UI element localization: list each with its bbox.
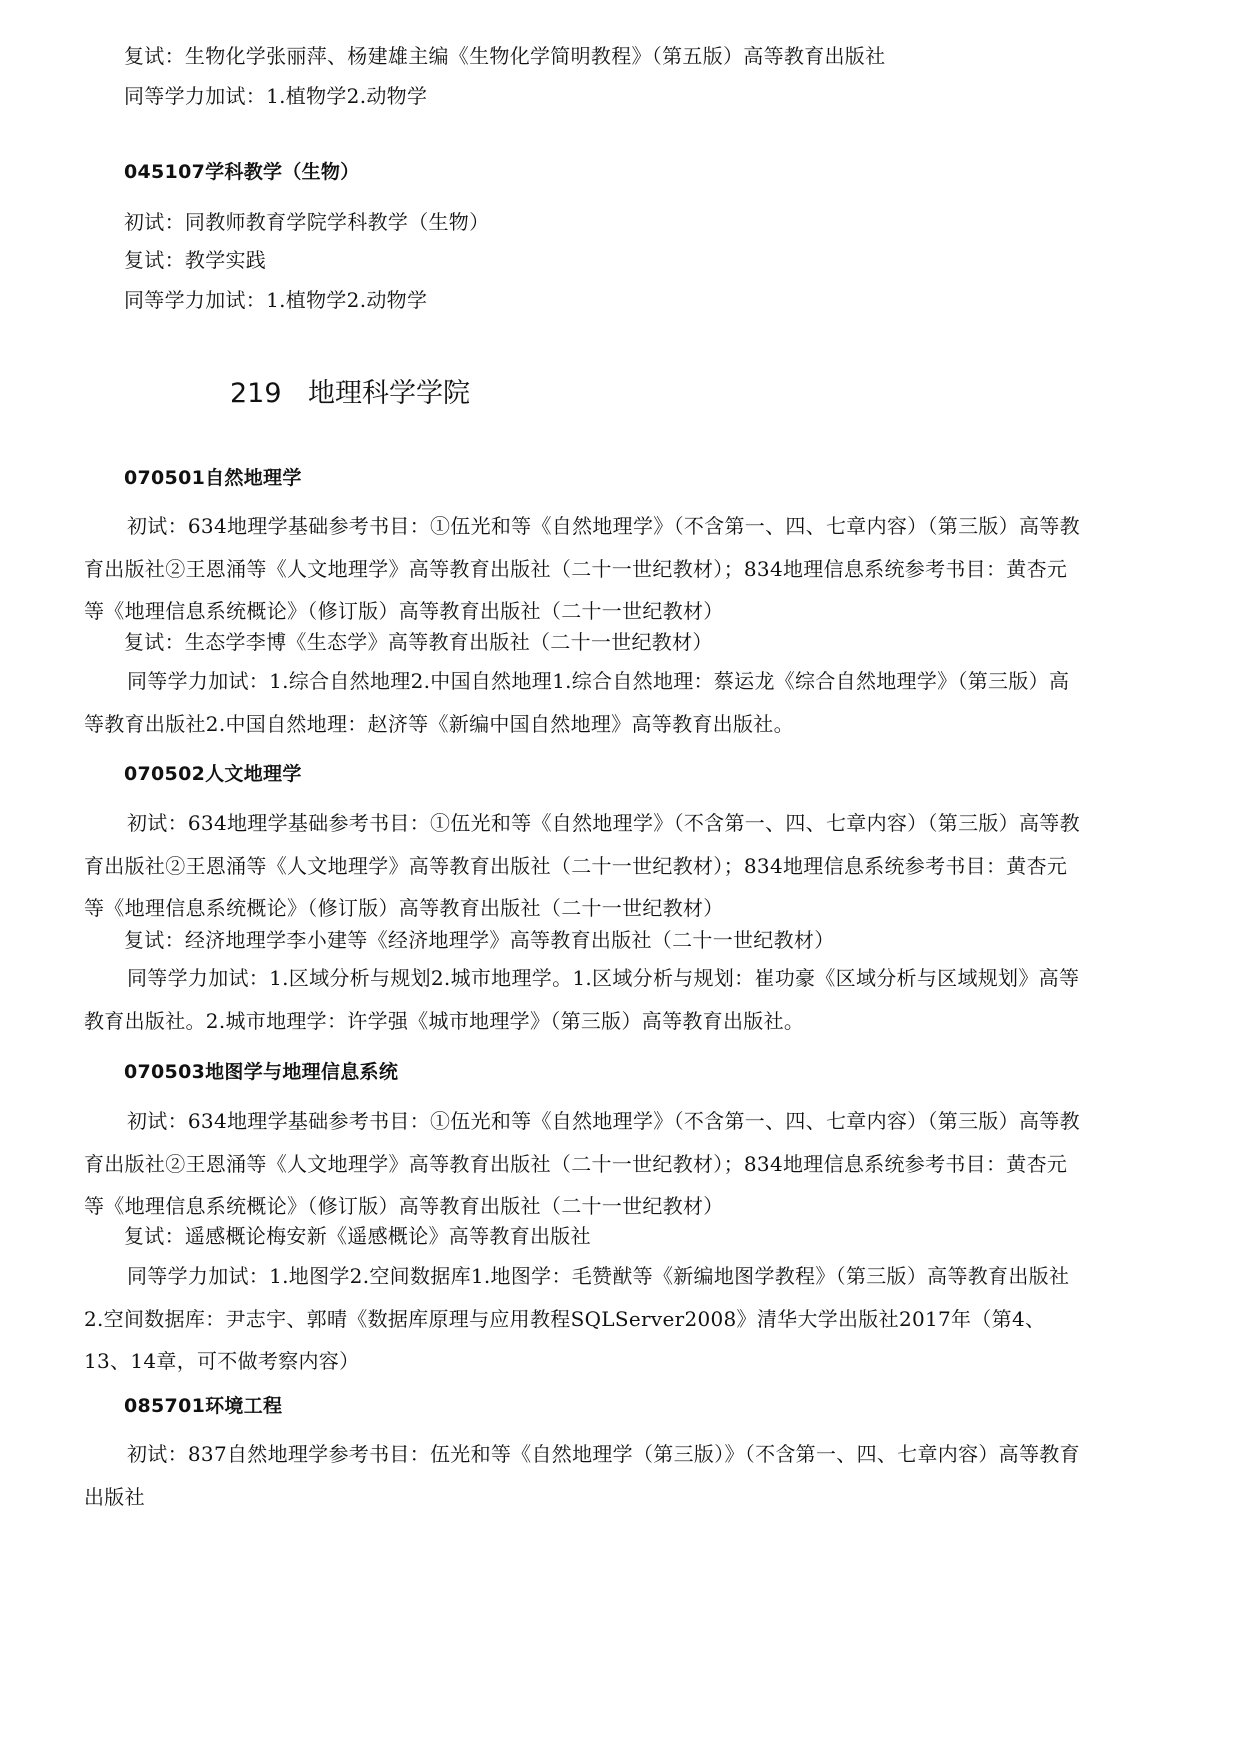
program-fushi-070502: 复试：经济地理学李小建等《经济地理学》高等教育出版社（二十一世纪教材） <box>124 928 835 952</box>
program-heading-045107: 045107学科教学（生物） <box>124 161 360 183</box>
program-chushi-070503: 初试：634地理学基础参考书目：①伍光和等《自然地理学》（不含第一、四、七章内容）（第三版）高等教育出版社②王恩涌等《人文地理学》高等教育出版社（二十一世纪教材）；834地理信息系统参考书目：黄杏元等《地理信息系统概论》（修订版）高等教育出版社（二十一世纪教材） <box>84 1109 1080 1218</box>
program-chushi-070502: 初试：634地理学基础参考书目：①伍光和等《自然地理学》（不含第一、四、七章内容）（第三版）高等教育出版社②王恩涌等《人文地理学》高等教育出版社（二十一世纪教材）；834地理信息系统参考书目：黄杏元等《地理信息系统概论》（修订版）高等教育出版社（二十一世纪教材） <box>84 811 1080 920</box>
program-jiashi-070503: 同等学力加试：1.地图学2.空间数据库1.地图学：毛赞猷等《新编地图学教程》（第三版）高等教育出版社2.空间数据库：尹志宇、郭晴《数据库原理与应用教程SQLServer2008》清华大学出版社2017年（第4、13、14章，可不做考察内容） <box>84 1264 1070 1373</box>
program-jiashi-070502: 同等学力加试：1.区域分析与规划2.城市地理学。1.区域分析与规划：崔功豪《区域分析与区域规划》高等教育出版社。2.城市地理学：许学强《城市地理学》（第三版）高等教育出版社。 <box>84 966 1080 1033</box>
program-fushi-070501: 复试：生态学李博《生态学》高等教育出版社（二十一世纪教材） <box>124 630 713 654</box>
biology-jiashi: 同等学力加试：1.植物学2.动物学 <box>124 84 428 108</box>
college-name: 地理科学学院 <box>308 378 470 409</box>
program-jiashi-045107: 同等学力加试：1.植物学2.动物学 <box>124 288 428 312</box>
program-chushi-070501: 初试：634地理学基础参考书目：①伍光和等《自然地理学》（不含第一、四、七章内容）（第三版）高等教育出版社②王恩涌等《人文地理学》高等教育出版社（二十一世纪教材）；834地理信息系统参考书目：黄杏元等《地理信息系统概论》（修订版）高等教育出版社（二十一世纪教材） <box>84 514 1080 623</box>
program-heading-085701: 085701环境工程 <box>124 1395 283 1417</box>
program-jiashi-070501: 同等学力加试：1.综合自然地理2.中国自然地理1.综合自然地理：蔡运龙《综合自然地理学》（第三版）高等教育出版社2.中国自然地理：赵济等《新编中国自然地理》高等教育出版社。 <box>84 669 1070 736</box>
college-title <box>230 376 470 412</box>
program-heading-070502: 070502人文地理学 <box>124 763 302 785</box>
biology-fushi: 复试：生物化学张丽萍、杨建雄主编《生物化学简明教程》（第五版）高等教育出版社 <box>124 44 886 68</box>
program-heading-070501: 070501自然地理学 <box>124 467 302 489</box>
college-code: 219 <box>230 378 282 409</box>
program-chushi-045107: 初试：同教师教育学院学科教学（生物） <box>124 210 490 234</box>
program-fushi-070503: 复试：遥感概论梅安新《遥感概论》高等教育出版社 <box>124 1224 591 1248</box>
program-heading-070503: 070503地图学与地理信息系统 <box>124 1061 399 1083</box>
program-chushi-085701: 初试：837自然地理学参考书目：伍光和等《自然地理学（第三版）》（不含第一、四、七章内容）高等教育出版社 <box>84 1442 1080 1509</box>
program-fushi-045107: 复试：教学实践 <box>124 248 267 272</box>
